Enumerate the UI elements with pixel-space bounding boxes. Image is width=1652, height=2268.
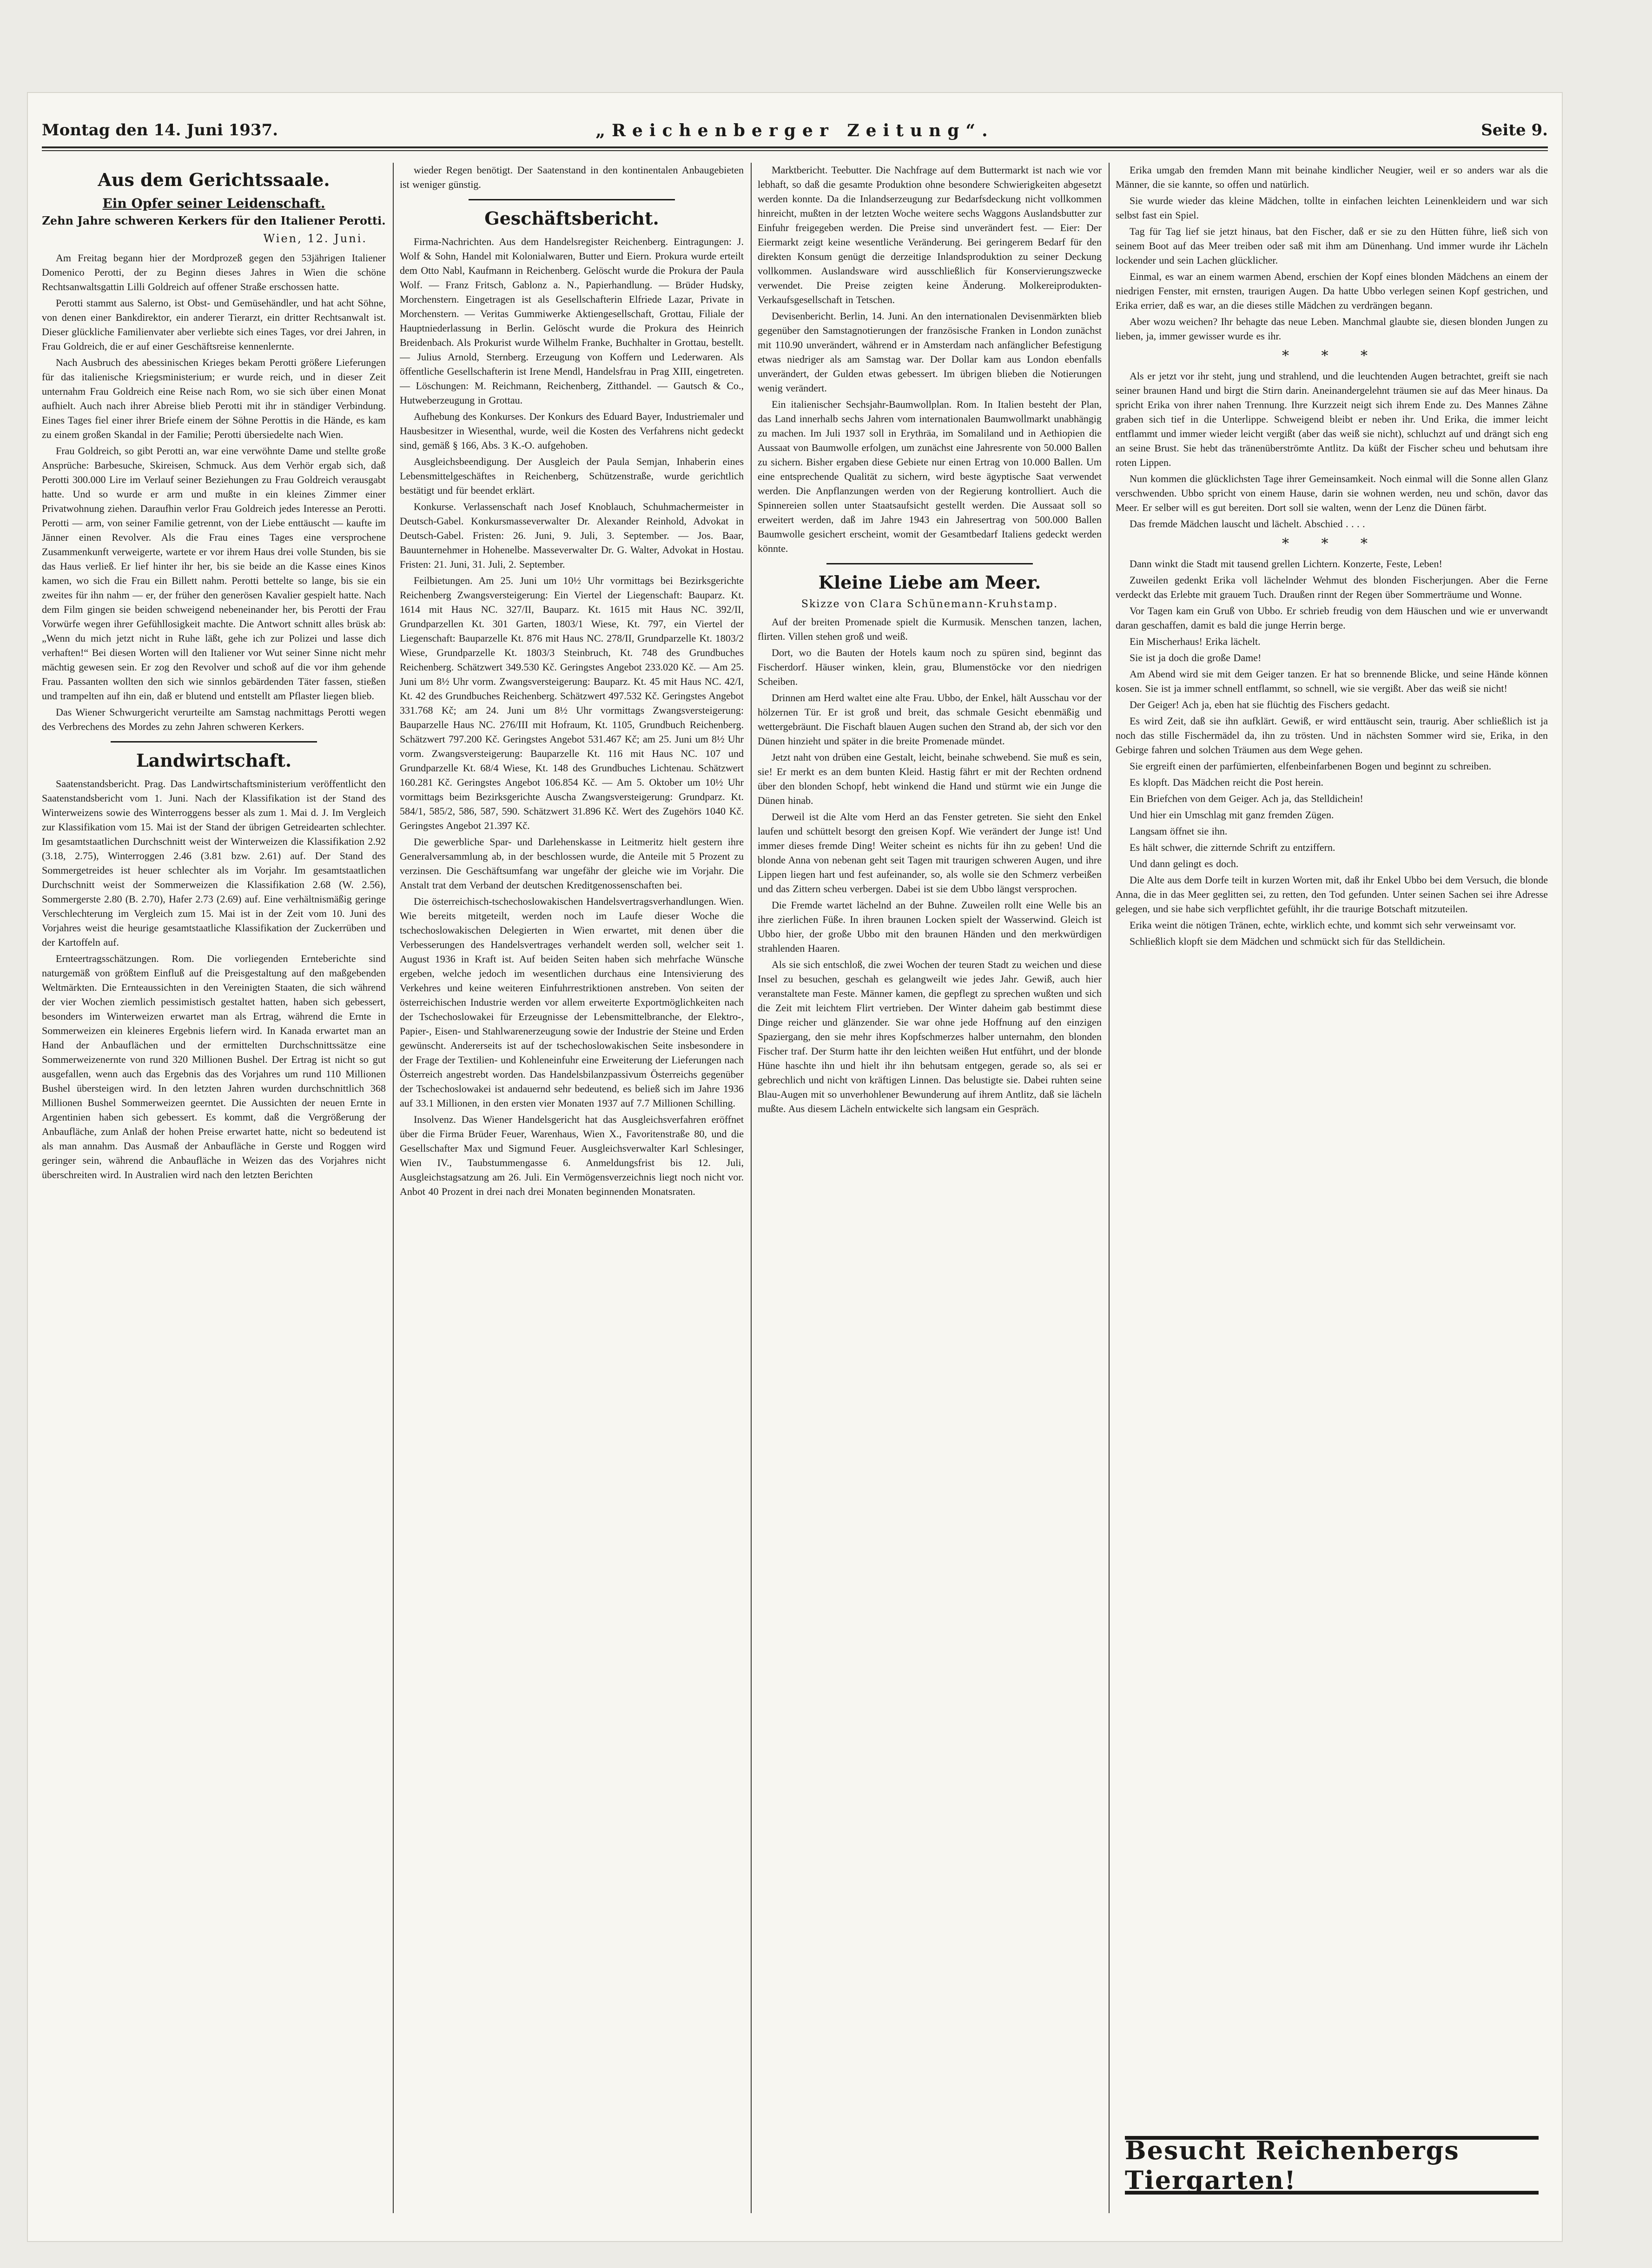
paragraph: Ein italienischer Sechsjahr-Baumwollplan. Rom. In Italien besteht der Plan, das Land innerhalb sechs Jahren vom internationalen Baumwollmarkt unabhängig zu machen. Im Juli 1937 soll in Erythräa, im Somaliland und in Aethiopien die Aussaat von Baumwolle erfolgen, um zunächst eine Jahresrente von 50.000 Ballen zu sichern. Bisher ergaben diese Gebiete nur einen Ertrag von 10.000 Ballen. Um eine entsprechende Qualität zu sichern, wird beste ägyptische Saat verwendet werden. Die Anpflanzungen werden von der Regierung kontrolliert. Auch die Spinnereien sollen unter Staatsaufsicht gestellt werden. Die Aussaat soll so erweitert werden, daß im Jahre 1943 ein Jahresertrag von 500.000 Ballen Baumwolle gesichert erscheint, womit der Gesamtbedarf Italiens gedeckt werden könnte.: [758, 398, 1102, 554]
section-separator: [469, 199, 675, 200]
paragraph: Drinnen am Herd waltet eine alte Frau. Ubbo, der Enkel, hält Ausschau vor der hölzernen Tür. Er ist groß und breit, das schmale Gesicht ebenmäßig und wettergebräunt. Die Fischaft blauen Augen suchen den Strand ab, der sich vor den Dünen hinzieht und später in die breite Promenade mündet.: [758, 692, 1102, 747]
column-2: [400, 163, 744, 2213]
section-title-business: Geschäftsbericht.: [484, 208, 659, 229]
paragraph: Vor Tagen kam ein Gruß von Ubbo. Er schrieb freudig von dem Häuschen und wie er unverwandt daran geschaffen, damit es bald die junge Herrin berge.: [1116, 605, 1548, 631]
story-author: Skizze von Clara Schünemann-Kruhstamp.: [801, 598, 1058, 610]
column-divider: [751, 163, 752, 2213]
paragraph: wieder Regen benötigt. Der Saatenstand in den kontinentalen Anbaugebieten ist weniger günstig.: [400, 164, 744, 190]
paragraph: Schließlich klopft sie dem Mädchen und schmückt sich für das Stelldichein.: [1130, 935, 1446, 947]
column-3: [758, 163, 1102, 2213]
paragraph: Derweil ist die Alte vom Herd an das Fenster getreten. Sie sieht den Enkel laufen und schüttelt besorgt den greisen Kopf. Wie verändert der Junge ist! Und immer dieses fremde Ding! Weiter scheint es nichts für ihn zu geben! Und die blonde Anna von nebenan geht seit Tagen mit traurigen schweren Augen, und ihre Lippen liegen hart und fest aufeinander, so, als wolle sie den Schmerz verbeißen und das Zittern scheu verbergen. Dabei ist sie dem Ubbo längst versprochen.: [758, 811, 1102, 895]
paragraph: Am Abend wird sie mit dem Geiger tanzen. Er hat so brennende Blicke, und seine Hände können kosen. Sie ist ja immer schnell entflammt, so schnell, wie sie vergißt. Aber das weiß sie nicht!: [1116, 668, 1548, 694]
paragraph: Es hält schwer, die zitternde Schrift zu entziffern.: [1130, 842, 1335, 853]
article-dateline: Wien, 12. Juni.: [263, 232, 367, 245]
paragraph: Firma-Nachrichten. Aus dem Handelsregister Reichenberg. Eintragungen: J. Wolf & Sohn, Handel mit Kolonialwaren, Butter und Eiern. Prokura wurde erteilt dem Otto Nabl, Kaufmann in Reichenberg. Gelöscht wurde die Prokura der Paula Wolf. — Franz Fritsch, Gablonz a. N., Papierhandlung. — Brüder Hudsky, Morchenstern. Eingetragen ist als Gesellschafterin Elfriede Lazar, Private in Morchenstern. — Veritas Gummiwerke Aktiengesellschaft, Grottau, Filiale der Hauptniederlassung in Berlin. Gelöscht wurde die Prokura des Heinrich Breidenbach. Als Prokurist wurde Wilhelm Franke, Buchhalter in Grottau, bestellt. — Julius Arnold, Sternberg. Erzeugung von Koffern und Lederwaren. Als öffentliche Gesellschafterin ist Irene Mendl, Handelsfrau in Prag XIII, eingetreten. — Löschungen: M. Reichmann, Reichenberg, Zitthandel. — Gautsch & Co., Hutweberzeugung in Grottau.: [400, 236, 744, 406]
section-title-agriculture: Landwirtschaft.: [136, 750, 292, 771]
paragraph: Der Geiger! Ach ja, eben hat sie flüchtig des Fischers gedacht.: [1130, 699, 1390, 710]
section-stars: * * *: [1282, 348, 1382, 364]
issue-date: Montag den 14. Juni 1937.: [42, 121, 278, 139]
section-separator: [111, 741, 317, 743]
column-4: [1116, 163, 1548, 2213]
paragraph: Es wird Zeit, daß sie ihn aufklärt. Gewiß, er wird enttäuscht sein, traurig. Aber schließlich ist ja noch das stille Fischermädel da, ihn zu trösten. Und in nächsten Sommer wird sie, Erika, in den Gebirge fahren und solchen Träumen aus dem Wege gehen.: [1116, 715, 1548, 756]
paragraph: Nun kommen die glücklichsten Tage ihrer Gemeinsamkeit. Noch einmal will die Sonne allen Glanz verschwenden. Ubbo spricht von einem Hause, darin sie wohnen werden, neu und schön, davor das Meer. Er selber will es gut bereiten. Dort soll sie walten, wenn der Lenz die Dünen färbt.: [1116, 473, 1548, 513]
paragraph: Und hier ein Umschlag mit ganz fremden Zügen.: [1130, 809, 1334, 821]
paragraph: Zuweilen gedenkt Erika voll lächelnder Wehmut des blonden Fischerjungen. Aber die Ferne verdeckt das Erlebte mit grauem Tuch. Draußen rinnt der Regen über Sommerträume und Wonne.: [1116, 574, 1548, 600]
paragraph: Ein Briefchen von dem Geiger. Ach ja, das Stelldichein!: [1130, 793, 1363, 804]
paragraph: Frau Goldreich, so gibt Perotti an, war eine verwöhnte Dame und stellte große Ansprüche: Barbesuche, Skireisen, Schmuck. Aus dem Verhör ergab sich, daß Perotti 300.000 Lire im Verlauf seiner Beziehungen zu Frau Goldreich verausgabt hatte. Und so wurde er arm und mußte in ein kleines Zimmer einer Privatwohnung ziehen. Daraufhin verlor Frau Goldreich jedes Interesse an Perotti. Perotti — arm, von seiner Familie getrennt, von der Liebe enttäuscht — kaufte im Jänner einen Revolver. Als die Frau eines Tages eine versprochene Zusammenkunft verweigerte, wartete er vor ihrem Haus drei volle Stunden, bis sie das Haus verließ. Er lief hinter ihr her, bis sie beide an die Kasse eines Kinos kamen, wo sich die Frau ein Billett nahm. Perotti bettelte so lange, bis sie ein zweites für ihn nahm — er, der früher den generösen Kavalier gespielt hatte. Nach dem Film gingen sie beiden schweigend nebeneinander her, bis Perotti der Frau Vorwürfe wegen ihrer Gefühllosigkeit machte. Die Antwort schnitt alles brüsk ab: „Wenn du mich jetzt nicht in Ruhe läßt, gehe ich zur Polizei und lasse dich verhaften!“ Bei diesen Worten will den Italiener vor Wut seiner Sinne nicht mehr mächtig gewesen sein. Er zog den Revolver und schoß auf die vor ihm gehende Frau. Passanten wollten den sich wie sinnlos gebärdenden Täter fassen, stießen und trampelten auf ihn ein, daß er blutend und entstellt am Pflaster liegen blieb.: [42, 445, 386, 702]
paragraph: Dort, wo die Bauten der Hotels kaum noch zu spüren sind, beginnt das Fischerdorf. Häuser winken, klein, grau, Blumenstöcke vor den niedrigen Scheiben.: [758, 647, 1102, 687]
paragraph: Langsam öffnet sie ihn.: [1130, 825, 1228, 837]
newspaper-title: „Reichenberger Zeitung“.: [595, 121, 994, 140]
header-rule-thin: [42, 150, 1548, 151]
advertisement-banner: Besucht Reichenbergs Tiergarten!: [1125, 2136, 1539, 2195]
paragraph: Insolvenz. Das Wiener Handelsgericht hat das Ausgleichsverfahren eröffnet über die Firma Brüder Feuer, Warenhaus, Wien X., Favoritenstraße 80, und die Gesellschafter Max und Sigmund Feuer. Ausgleichsverwalter Karl Schlesinger, Wien IV., Taubstummengasse 6. Anmeldungsfrist bis 12. Juli, Ausgleichstagsatzung am 26. Juli. Ein Vermögensverzeichnis liegt noch nicht vor. Anbot 40 Prozent in drei nach drei Monaten beginnenden Monatsraten.: [400, 1114, 744, 1197]
paragraph: Am Freitag begann hier der Mordprozeß gegen den 53jährigen Italiener Domenico Perotti, der zu Beginn dieses Jahres in Wien die schöne Rechtsanwaltsgattin Lilli Goldreich auf offener Straße erschossen hatte.: [42, 252, 386, 292]
article-headline: Ein Opfer seiner Leidenschaft.: [102, 196, 325, 211]
column-divider: [1109, 163, 1110, 2213]
paragraph: Einmal, es war an einem warmen Abend, erschien der Kopf eines blonden Mädchens an einem der niedrigen Fenster, mit ernsten, traurigen Augen. Da hatte Ubbo verlegen seinen Kopf gestrichen, und Erika errieт, daß es war, an die dieses stille Mädchen zu verdrängen begann.: [1116, 271, 1548, 311]
paragraph: Auf der breiten Promenade spielt die Kurmusik. Menschen tanzen, lachen, flirten. Villen stehen groß und weiß.: [758, 616, 1102, 642]
paragraph: Perotti stammt aus Salerno, ist Obst- und Gemüsehändler, und hat acht Söhne, von denen einer Bankdirektor, ein anderer Tierarzt, ein dritter Rechtsanwalt ist. Dieser glückliche Familienvater aber verliebte sich eines Tages, vor drei Jahren, in Frau Goldreich, die er auf einer Geschäftsreise kennenlernte.: [42, 297, 386, 352]
section-separator: [826, 563, 1033, 564]
paragraph: Als er jetzt vor ihr steht, jung und strahlend, und die leuchtenden Augen betrachtet, greift sie nach seiner braunen Hand und birgt die Stirn darin. Aneinandergelehnt träumen sie auf das Meer hinaus. Da spricht Erika von ihrer nahen Trennung. Ihre Kurzzeit neigt sich ihrem Ende zu. Des Mannes Zähne graben sich tief in die Unterlippe. Schweigend bleibt er neben ihr. Und Erika, die immer leicht entflammt und immer wieder leicht vergißt (aber das weiß sie nicht), schluchzt auf und drängt sich eng an seine Brust. Sie hebt das tränenüberströmte Antlitz. Da küßt der Fischer scheu und behutsam ihre roten Lippen.: [1116, 370, 1548, 468]
header-rule: [42, 146, 1548, 148]
story-title: Kleine Liebe am Meer.: [818, 572, 1041, 593]
paragraph: Sie wurde wieder das kleine Mädchen, tollte in einfachen leichten Leinenkleidern und war sich selbst fast ein Spiel.: [1116, 195, 1548, 221]
column-1: [42, 163, 386, 2213]
page-number: Seite 9.: [1481, 121, 1548, 139]
paragraph: Das Wiener Schwurgericht verurteilte am Samstag nachmittags Perotti wegen des Verbrechens des Mordes zu zehn Jahren schweren Kerkers.: [42, 706, 386, 732]
paragraph: Saatenstandsbericht. Prag. Das Landwirtschaftsministerium veröffentlicht den Saatenstandsbericht vom 1. Juni. Nach der Klassifikation ist der Stand des Winterweizens sowie des Winterroggens besser als zum 1. Mai d. J. Im Vergleich zur Klassifikation vom 15. Mai ist der Stand der übrigen Getreidearten schlechter. Im gesamtstaatlichen Durchschnitt weist der Winterweizen die Klassifikation 2.92 (3.18, 2.75), Winterroggen 2.46 (3.81 bzw. 2.61) auf. Der Stand des Sommergetreides ist heuer schlechter als im Vorjahr. Im gesamtstaatlichen Durchschnitt weist der Sommerweizen die Klassifikation 2.68 (W. 2.56), Sommergerste 2.80 (B. 2.70), Hafer 2.73 (2.69) auf. Eine verhältnismäßig geringe Verschlechterung im Vergleich zum 15. Mai ist in der Zeit vom 10. Juni des Vorjahres weist die heurige gesamtstaatliche Klassifikation der Zuckerrüben und der Kartoffeln auf.: [42, 778, 386, 948]
section-title-court: Aus dem Gerichtssaale.: [98, 169, 330, 190]
paragraph: Die österreichisch-tschechoslowakischen Handelsvertragsverhandlungen. Wien. Wie bereits mitgeteilt, werden noch im Laufe dieser Woche die tschechoslowakischen Delegierten in Wien erwartet, mit denen über die Verbesserungen des Handelsvertrages verhandelt werden soll, welcher seit 1. August 1936 in Kraft ist. Auf beiden Seiten haben sich mehrfache Wünsche ergeben, welche jedoch im wesentlichen durchaus eine Intensivierung des Verkehres und keine weiteren Einfuhrrestriktionen anstreben. Von seiten der österreichischen Industrie werden vor allem erweiterte Exportmöglichkeiten nach der Tschechoslowakei für Erzeugnisse der Lebensmittelbranche, der Elektro-, Papier-, Eisen- und Stahlwarenerzeugung sowie der Industrie der Steine und Erden gewünscht. Andererseits ist auf der tschechoslowakischen Seite insbesondere in der Frage der Textilien- und Kohleneinfuhr eine Erweiterung der Lieferungen nach Österreich angestrebt worden. Das Handelsbilanzpassivum Österreichs gegenüber der Tschechoslowakei ist andauernd sehr bedeutend, es beließ sich im Jahre 1936 auf 33.1 Millionen, in den ersten vier Monaten 1937 auf 7.7 Millionen Schilling.: [400, 895, 744, 1109]
paragraph: Devisenbericht. Berlin, 14. Juni. An den internationalen Devisenmärkten blieb gegenüber den Samstagnotierungen der französische Franken in London zunächst mit 110.90 unverändert, während er in Amsterdam nach anfänglicher Befestigung etwas niedriger als am Samstag war. Der Dollar kam aus London ebenfalls unverändert, der Gulden etwas gebessert. Im übrigen blieben die Notierungen wenig verändert.: [758, 310, 1102, 394]
paragraph: Erika umgab den fremden Mann mit beinahe kindlicher Neugier, weil er so anders war als die Männer, die sie kannte, so offen und natürlich.: [1116, 164, 1548, 190]
column-divider: [393, 163, 394, 2213]
paragraph: Erika weint die nötigen Tränen, echte, wirklich echte, und kommt sich sehr verweinsamt vor.: [1130, 919, 1516, 931]
paragraph: Aber wozu weichen? Ihr behagte das neue Leben. Manchmal glaubte sie, diesen blonden Jungen zu lieben, ja, immer gewisser wurde es ihr.: [1116, 316, 1548, 342]
paragraph: Marktbericht. Teebutter. Die Nachfrage auf dem Buttermarkt ist nach wie vor lebhaft, so daß die gesamte Produktion ohne besondere Schwierigkeiten abgesetzt werden konnte. Da die Inlandserzeugung zur Bedarfsdeckung nicht vollkommen hinreicht, mußten in der letzten Woche weitere sechs Waggons Auslandsbutter zur Einfuhr freigegeben werden. Die Preise sind unverändert fest. — Eier: Der Eiermarkt zeigt keine wesentliche Veränderung. Bei geringerem Bedarf für den direkten Konsum genügt die derzeitige Inlandsproduktion zu seiner Deckung vollkommen. Auslandsware wird ausschließlich für Konservierungszwecke verwendet. Die Preise zeigten keine Änderung. Molkereiprodukten-Verkaufsgesellschaft in Tetschen.: [758, 164, 1102, 305]
paragraph: Ausgleichsbeendigung. Der Ausgleich der Paula Semjan, Inhaberin eines Lebensmittelgeschäftes in Reichenberg, Schützenstraße, wurde gerichtlich bestätigt und für beendet erklärt.: [400, 456, 744, 496]
paragraph: Das fremde Mädchen lauscht und lächelt. Abschied . . . .: [1130, 518, 1365, 530]
page-header: [42, 121, 1548, 153]
newspaper-page: [28, 93, 1562, 2241]
paragraph: Und dann gelingt es doch.: [1130, 858, 1239, 869]
section-stars: * * *: [1282, 536, 1382, 552]
paragraph: Die gewerbliche Spar- und Darlehenskasse in Leitmeritz hielt gestern ihre Generalversammlung ab, in der beschlossen wurde, die Anteile mit 5 Prozent zu verzinsen. Die Geschäftsumfang war ungefähr der gleiche wie im Vorjahr. Die Anstalt trat dem Verband der deutschen Kreditgenossenschaften bei.: [400, 836, 744, 891]
paragraph: Tag für Tag lief sie jetzt hinaus, bat den Fischer, daß er sie zu den Hütten führe, ließ sich von seinem Boot auf das Meer treiben oder saß mit ihm am Dünenhang. Und immer wurde ihr Lächeln lockender und sein Lachen glücklicher.: [1116, 225, 1548, 266]
paragraph: Die Alte aus dem Dorfe teilt in kurzen Worten mit, daß ihr Enkel Ubbo bei dem Versuch, die blonde Anna, die in das Meer geglitten sei, zu retten, den Tod gefunden. Unter seinen Sachen sei ihre Adresse gelegen, und sie habe sich verpflichtet gefühlt, ihr die traurige Botschaft mitzuteilen.: [1116, 874, 1548, 915]
paragraph: Ernteertragsschätzungen. Rom. Die vorliegenden Ernteberichte sind naturgemäß von größtem Einfluß auf die Preisgestaltung auf den maßgebenden Weltmärkten. Die Ernteaussichten in den Vereinigten Staaten, die sich während der vier Wochen ziemlich pessimistisch gestaltet hatten, haben sich gebessert, besonders im Winterweizen erwartet man als Ertrag, während die Ernte in Sommerweizen ein kleineres Ergebnis liefern wird. In Kanada erwartet man an Hand der Anbauflächen und der ermittelten Durchschnittssätze eine Sommerweizenernte von rund 320 Millionen Bushel. Der Ertrag ist nicht so gut ausgefallen, wenn auch das Ergebnis das des Vorjahres um rund 110 Millionen Bushel übersteigen wird. In den letzten Jahren wurden durchschnittlich 368 Millionen Bushel Sommerweizen geerntet. Die Aussichten der neuen Ernte in Argentinien haben sich gebessert. Es kommt, daß die Vergrößerung der Anbaufläche, zum Anlaß der hohen Preise erwartet hatte, nicht so bedeutend ist als man annahm. Das Ausmaß der Anbaufläche in Gerste und Roggen wird geringer sein, während die Anbaufläche in Weizen das des Vorjahres nicht überschreiten wird. In Australien wird nach den letzten Berichten: [42, 953, 386, 1180]
paragraph: Jetzt naht von drüben eine Gestalt, leicht, beinahe schwebend. Sie muß es sein, sie! Er merkt es an dem bunten Kleid. Hastig fährt er mit der Rechten ordnend über den blonden Schopf, hebt winkend die Hand und stürmt wie ein Junge die Dünen hinab.: [758, 751, 1102, 806]
paragraph: Sie ergreift einen der parfümierten, elfenbeinfarbenen Bogen und beginnt zu schreiben.: [1130, 760, 1492, 772]
paragraph: Die Fremde wartet lächelnd an der Buhne. Zuweilen rollt eine Welle bis an ihre zierlichen Füße. In ihren braunen Locken spielt der Wasserwind. Gleich ist Ubbo hier, der große Ubbo mit den braunen Händen und den merkwürdigen strahlenden Haaren.: [758, 899, 1102, 954]
paragraph: Dann winkt die Stadt mit tausend grellen Lichtern. Konzerte, Feste, Leben!: [1130, 558, 1442, 570]
paragraph: Konkurse. Verlassenschaft nach Josef Knoblauch, Schuhmachermeister in Deutsch-Gabel. Konkursmasseverwalter Dr. Alexander Reinhold, Advokat in Deutsch-Gabel. Fristen: 26. Juni, 9. Juli, 3. September. — Jos. Baar, Bauunternehmer in Hohenelbe. Masseverwalter Dr. G. Walter, Advokat in Hostau. Fristen: 21. Juni, 31. Juli, 2. September.: [400, 501, 744, 570]
paragraph: Nach Ausbruch des abessinischen Krieges bekam Perotti größere Lieferungen für das italienische Kriegsministerium; er wurde reich, und in dieser Zeit unternahm Frau Goldreich eine Reise nach Rom, wo sie sich über einen Monat aufhielt. Auch nach ihrer Abreise blieb Perotti mit ihr in ständiger Verbindung. Eines Tages fiel einer ihrer Briefe einem der Söhne Perottis in die Hände, es kam zu einem großen Skandal in der Familie; Perotti übersiedelte nach Wien.: [42, 357, 386, 440]
paragraph: Sie ist ja doch die große Dame!: [1130, 652, 1262, 663]
paragraph: Feilbietungen. Am 25. Juni um 10½ Uhr vormittags bei Bezirksgerichte Reichenberg Zwangsversteigerung: Ein Viertel der Liegenschaft: Bauparz. Kt. 1614 mit Haus NC. 327/II, Bauparz. Kt. 1615 mit Haus NC. 392/II, Grundparzellen Kt. 301 Garten, 1803/1 Wiese, Kt. 797, ein Viertel der Liegenschaft: Bauparzelle Kt. 876 mit Haus NC. 278/II, Grundparzelle Kt. 1803/2 Wiese, Grundparzelle Kt. 1803/3 Steinbruch, Kt. 748 des Grundbuches Reichenberg. Schätzwert 349.530 Kč. Geringstes Angebot 233.020 Kč. — Am 25. Juni um 8½ Uhr vorm. Zwangsversteigerung: Bauparz. Kt. 45 mit Haus NC. 42/I, Kt. 42 des Grundbuches Reichenberg. Schätzwert 497.532 Kč. Geringstes Angebot 331.768 Kč; am 24. Juni um 8½ Uhr vormittags Zwangsversteigerung: Bauparzelle Haus NC. 276/III mit Hofraum, Kt. 1105, Grundbuch Reichenberg. Schätzwert 797.200 Kč. Geringstes Angebot 531.467 Kč; am 25. Juni um 8½ Uhr vorm. Zwangsversteigerung: Bauparzelle Kt. 116 mit Haus NC. 107 und Grundparzelle Kt. 68/4 Wiese, Kt. 148 des Grundbuches Lichtenau. Schätzwert 160.281 Kč. Geringstes Angebot 106.854 Kč. — Am 5. Oktober um 10½ Uhr vormittags beim Bezirksgerichte Auscha Zwangsversteigerung: Grundparz. Kt. 584/1, 585/2, 586, 587, 590. Schätzwert 31.896 Kč. Wert des Zugehörs 1040 Kč. Geringstes Angebot 21.397 Kč.: [400, 575, 744, 831]
paragraph: Ein Mischerhaus! Erika lächelt.: [1130, 636, 1261, 647]
paragraph: Aufhebung des Konkurses. Der Konkurs des Eduard Bayer, Industriemaler und Hausbesitzer in Wiesenthal, wurde, weil die Kosten des Verfahrens nicht gedeckt sind, gemäß § 166, Abs. 3 K.-O. aufgehoben.: [400, 411, 744, 451]
paragraph: Als sie sich entschloß, die zwei Wochen der teuren Stadt zu weichen und diese Insel zu besuchen, geschah es gelangweilt wie jedes Jahr. Gewiß, auch hier veranstaltete man Feste. Männer kamen, die gepflegt zu sprechen wußten und sich die Zeit mit leichtem Flirt vertrieben. Der Winter daheim gab bestimmt diese Dinge reicher und glänzender. Sie war ohne jede Hoffnung auf den einzigen Spaziergang, den sie mehr ihres Kopfschmerzes halber unternahm, den blonden Fischer traf. Der Sturm hatte ihr den leichten weißen Hut entführt, und der blonde Hüne haschte ihn und hielt ihr ihn behutsam entgegen, gerade so, als sei er gebrechlich und nicht von kräftigen Linnen. Das belustigte sie. Dabei ruhten seine Blau-Augen mit so unverhohlener Bewunderung auf ihrem Antlitz, daß sie lächeln mußte. Aus diesem Lächeln entwickelte sich langsam ein Gespräch.: [758, 959, 1102, 1114]
paragraph: Es klopft. Das Mädchen reicht die Post herein.: [1130, 776, 1323, 788]
article-subheadline: Zehn Jahre schweren Kerkers für den Italiener Perotti.: [42, 214, 386, 227]
